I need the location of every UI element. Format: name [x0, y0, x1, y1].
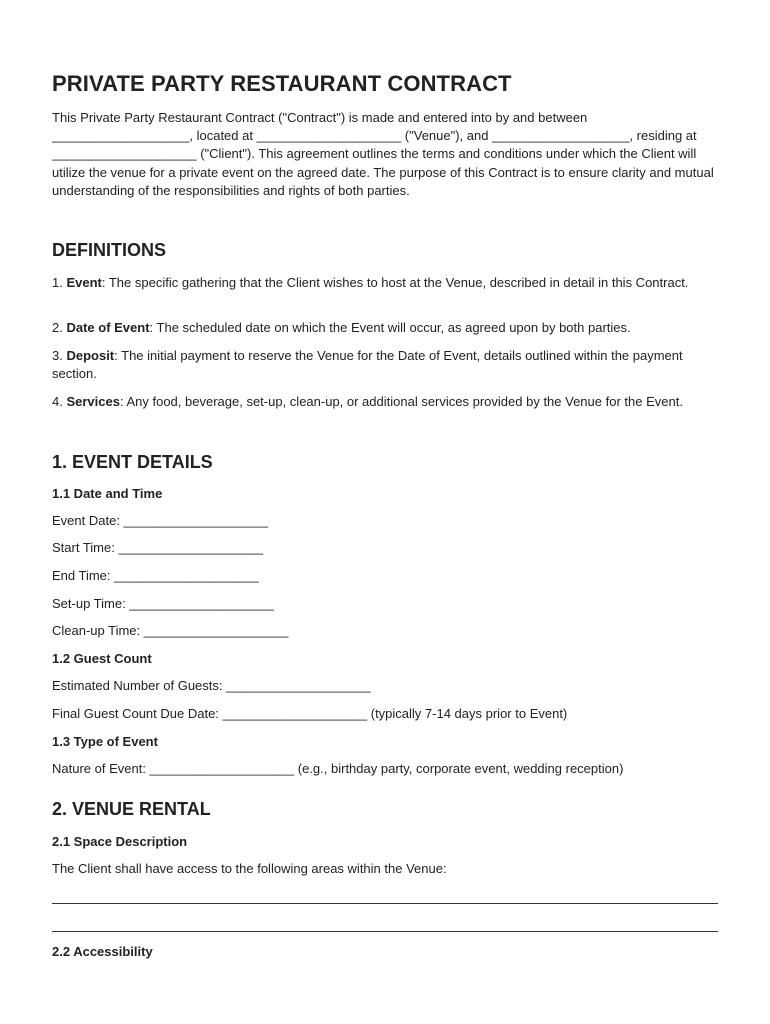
start-time-field: Start Time: ____________________: [52, 540, 264, 555]
intro-paragraph: This Private Party Restaurant Contract ("Contract") is made and entered into by and between ___________________, located at ____________________ ("Venue"), and ___________________, residing at ____________________ ("Client"). This agreement outlines the terms and conditions under which the Client will utilize the venue for a private event on the agreed date. The purpose of this Contract is to ensure clarity and mutual understanding of the responsibilities and rights of both parties.: [52, 110, 714, 198]
date-time-subheading: 1.1 Date and Time: [52, 486, 163, 501]
event-date-field: Event Date: ____________________: [52, 513, 269, 528]
document-title: PRIVATE PARTY RESTAURANT CONTRACT: [52, 71, 512, 96]
estimated-guests-field: Estimated Number of Guests: ____________________: [52, 678, 371, 693]
definition-term: Deposit: [66, 348, 115, 363]
definition-term: Date of Event: [66, 320, 150, 335]
definition-term: Services: [66, 394, 120, 409]
definitions-heading: DEFINITIONS: [52, 240, 167, 260]
definition-item: 3. Deposit: The initial payment to reserve the Venue for the Date of Event, details outlined within the payment section.: [52, 348, 683, 382]
setup-time-field: Set-up Time: ____________________: [52, 596, 274, 611]
nature-of-event-field: Nature of Event: ____________________ (e.g., birthday party, corporate event, wedding reception): [52, 761, 624, 776]
definition-item: 1. Event: The specific gathering that the Client wishes to host at the Venue, described in detail in this Contract.: [52, 275, 689, 290]
space-description-text: The Client shall have access to the following areas within the Venue:: [52, 861, 447, 876]
final-count-due-field: Final Guest Count Due Date: ____________________ (typically 7-14 days prior to Event): [52, 706, 568, 721]
end-time-field: End Time: ____________________: [52, 568, 259, 583]
venue-rental-heading: 2. VENUE RENTAL: [52, 799, 211, 819]
definition-item: 2. Date of Event: The scheduled date on which the Event will occur, as agreed upon by both parties.: [52, 320, 631, 335]
cleanup-time-field: Clean-up Time: ____________________: [52, 623, 289, 638]
definition-term: Event: [66, 275, 102, 290]
accessibility-subheading: 2.2 Accessibility: [52, 944, 153, 959]
space-description-subheading: 2.1 Space Description: [52, 834, 188, 849]
event-details-heading: 1. EVENT DETAILS: [52, 452, 213, 472]
blank-fill-line: [52, 931, 718, 932]
blank-fill-line: [52, 903, 718, 904]
type-of-event-subheading: 1.3 Type of Event: [52, 734, 158, 749]
definition-item: 4. Services: Any food, beverage, set-up, clean-up, or additional services provided by the Venue for the Event.: [52, 394, 683, 409]
guest-count-subheading: 1.2 Guest Count: [52, 651, 152, 666]
